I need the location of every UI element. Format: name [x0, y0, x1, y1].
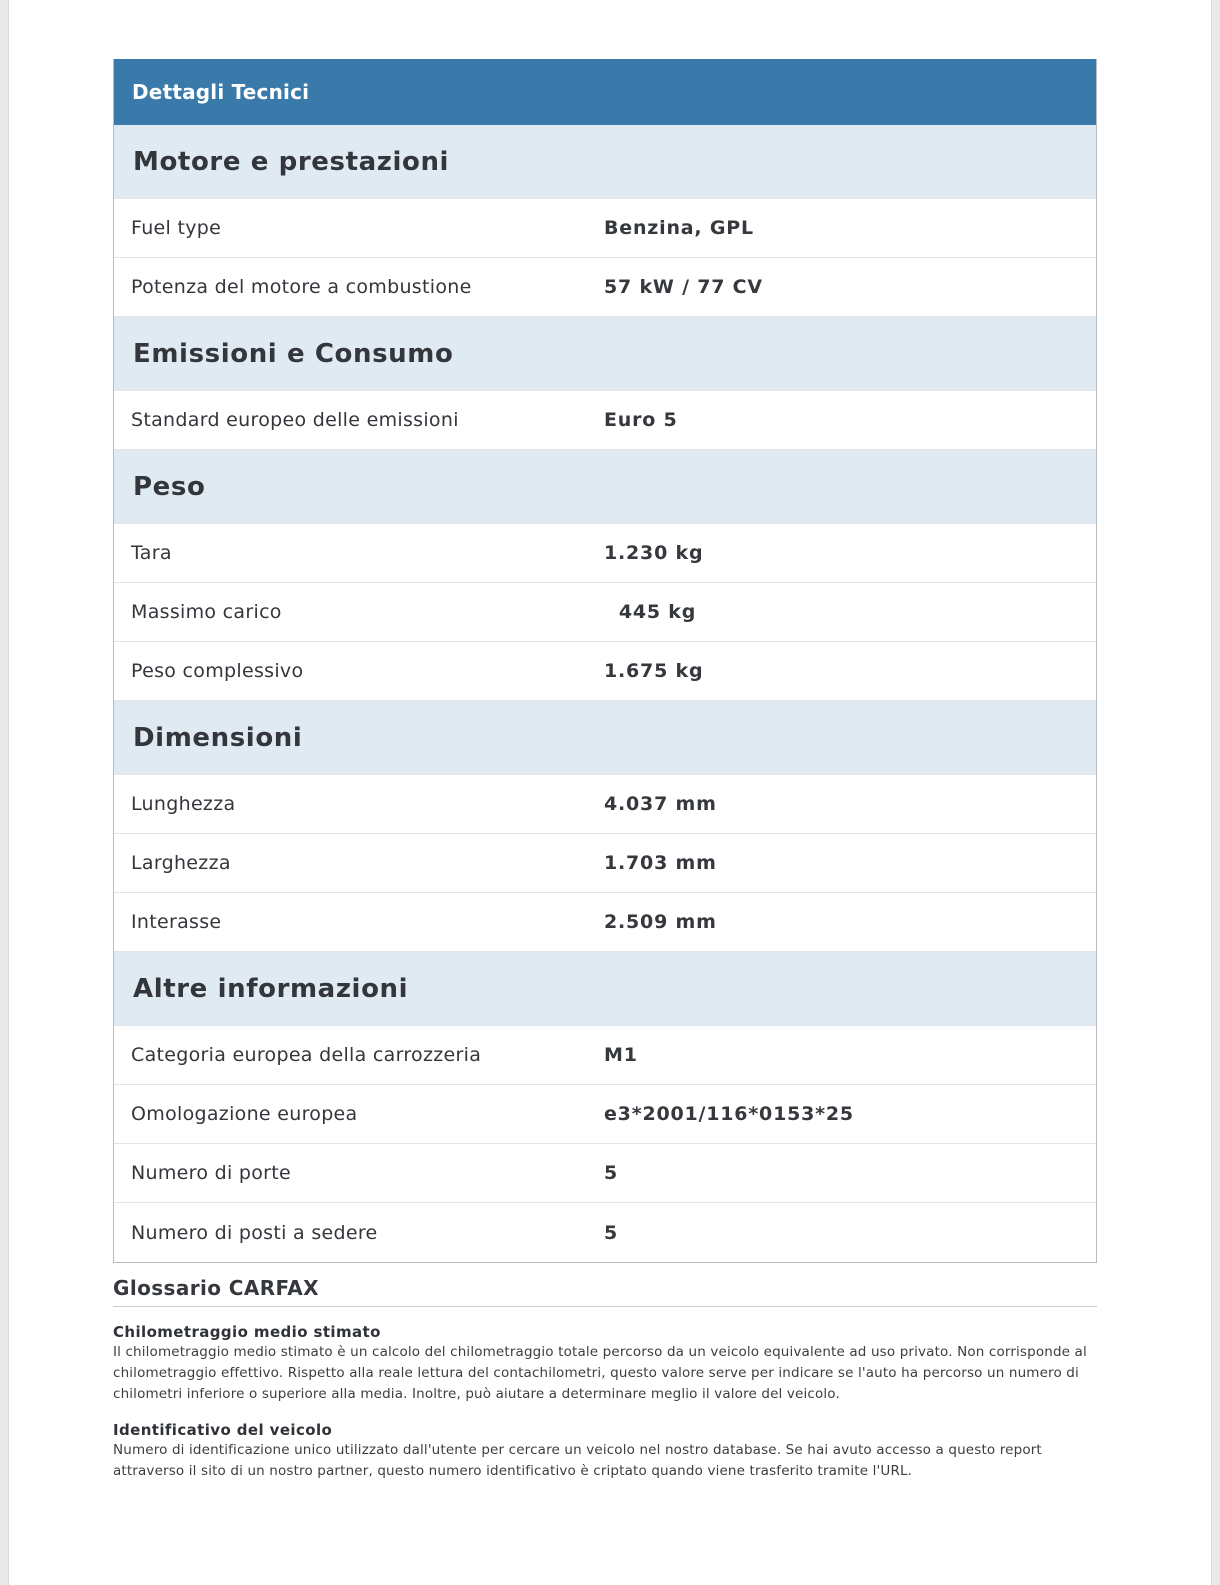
- row-value: e3*2001/116*0153*25: [604, 1103, 854, 1125]
- table-row: [114, 642, 1096, 701]
- technical-details-table: [113, 59, 1097, 1263]
- row-value: 2.509 mm: [604, 911, 717, 933]
- row-value: 5: [604, 1162, 619, 1184]
- row-label: Peso complessivo: [131, 660, 304, 682]
- table-row: [114, 1085, 1096, 1144]
- row-label: Categoria europea della carrozzeria: [131, 1044, 482, 1066]
- table-row: [114, 524, 1096, 583]
- row-label: Omologazione europea: [131, 1103, 358, 1125]
- row-label: Numero di porte: [131, 1162, 292, 1184]
- section-heading-dimensions: Dimensioni: [114, 701, 1096, 775]
- row-label: Interasse: [131, 911, 222, 933]
- row-label: Fuel type: [131, 217, 222, 239]
- glossary-term: [113, 1322, 1097, 1405]
- row-value: 57 kW / 77 CV: [604, 276, 763, 298]
- table-row: [114, 775, 1096, 834]
- glossary-title: Glossario CARFAX: [113, 1276, 1097, 1307]
- table-row: [114, 199, 1096, 258]
- section-heading-other-info: Altre informazioni: [114, 952, 1096, 1026]
- section-heading-engine: Motore e prestazioni: [114, 125, 1096, 199]
- row-label: Lunghezza: [131, 793, 236, 815]
- table-row: [114, 893, 1096, 952]
- table-row: [114, 391, 1096, 450]
- glossary-section: [113, 1276, 1097, 1482]
- row-value: Benzina, GPL: [604, 217, 754, 239]
- row-label: Standard europeo delle emissioni: [131, 409, 459, 431]
- row-value: M1: [604, 1044, 638, 1066]
- row-label: Potenza del motore a combustione: [131, 276, 472, 298]
- row-label: Larghezza: [131, 852, 231, 874]
- row-value: 1.675 kg: [604, 660, 704, 682]
- glossary-term-title: Chilometraggio medio stimato: [113, 1323, 381, 1341]
- row-value: 5: [604, 1221, 619, 1244]
- table-row: [114, 1144, 1096, 1203]
- table-row: [114, 583, 1096, 642]
- glossary-term-text: Numero di identificazione unico utilizzato dall'utente per cercare un veicolo nel nostro database. Se hai avuto accesso a questo report attraverso il sito di un nostro partner, questo numero identificativo è criptato quando viene trasferito tramite l'URL.: [113, 1442, 1042, 1479]
- row-label: Numero di posti a sedere: [131, 1221, 378, 1244]
- technical-details-header: Dettagli Tecnici: [114, 59, 1096, 125]
- glossary-term-title: Identificativo del veicolo: [113, 1421, 333, 1439]
- row-label: Tara: [131, 542, 172, 564]
- row-value: 1.703 mm: [604, 852, 717, 874]
- section-heading-weight: Peso: [114, 450, 1096, 524]
- table-row: [114, 1203, 1096, 1262]
- table-row: [114, 258, 1096, 317]
- row-value: Euro 5: [604, 409, 678, 431]
- glossary-term: [113, 1420, 1097, 1482]
- row-value: 1.230 kg: [604, 542, 704, 564]
- glossary-term-text: Il chilometraggio medio stimato è un calcolo del chilometraggio totale percorso da un veicolo equivalente ad uso privato. Non corrisponde al chilometraggio effettivo. Rispetto alla reale lettura del contachilometri, questo valore serve per indicare se l'auto ha percorso un numero di chilometri inferiore o superiore alla media. Inoltre, può aiutare a determinare meglio il valore del veicolo.: [113, 1344, 1087, 1402]
- table-row: [114, 1026, 1096, 1085]
- section-heading-emissions: Emissioni e Consumo: [114, 317, 1096, 391]
- row-value: 4.037 mm: [604, 793, 717, 815]
- report-page: [8, 0, 1212, 1585]
- row-label: Massimo carico: [131, 601, 282, 623]
- table-row: [114, 834, 1096, 893]
- row-value: 445 kg: [604, 601, 697, 623]
